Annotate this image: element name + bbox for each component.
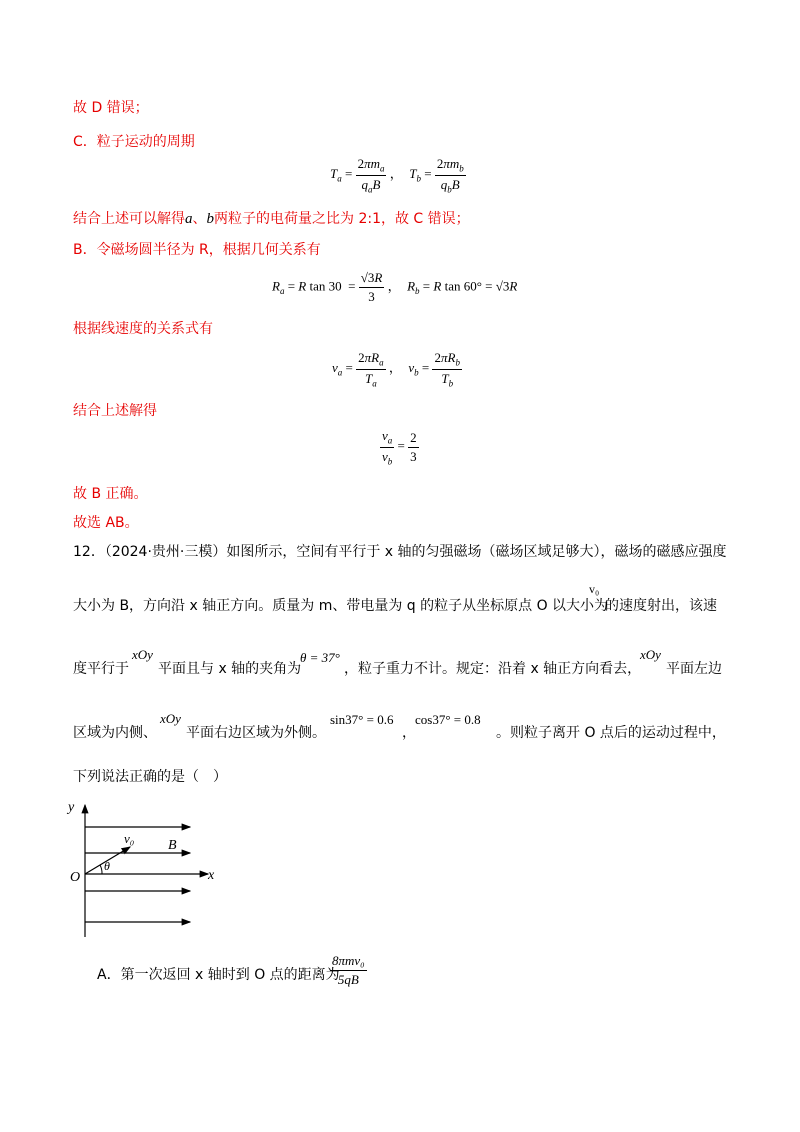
line-d-wrong: 故 D 错误； [73,100,149,116]
eq-radius: $R_a = R$ tan 30 = $\frac{√3R}{3}$ ， $R_b = R$ tan 60° = √3R [272,270,518,304]
comma-separator: ， [402,725,416,741]
eq-period: $T_a$ = $\frac{2\pi m_a}{q_aB}$ ， $T_b$ = $\frac{2\pi m_b}{q_bB}$ [330,156,464,195]
theta-arc [100,865,102,874]
question-line-3b: 平面且与 x 轴的夹角为 [158,661,302,677]
line-b-radius: B．令磁场圆半径为 R，根据几何关系有 [73,242,321,258]
xoy-symbol-1: xOy [132,647,153,662]
magnetic-field-figure [60,795,220,945]
question-line-3d: 平面左边 [666,661,722,677]
question-line-4b: 平面右边区域为外侧。 [186,725,326,741]
v0-symbol: v₀ [589,582,600,596]
question-line-2b: 的速度射出，该速 [605,598,717,614]
eq-velocity-ratio: $\frac{v_a}{v_b}$ = $\frac{2}{3}$ [382,428,417,467]
question-line-3: 度平行于 [73,661,129,677]
line-c-period: C．粒子运动的周期 [73,134,195,150]
line-velocity-relation: 根据线速度的关系式有 [73,321,213,337]
x-axis-label: x [208,868,215,883]
y-axis-label: y [68,800,75,815]
question-line-4: 区域为内侧、 [73,725,157,741]
question-line-5: 下列说法正确的是（ ） [73,769,227,785]
eq-velocity: $v_a$ = $\frac{2\pi R_a}{T_a}$ ， $v_b$ = $\frac{2\pi R_b}{T_b}$ [332,350,460,389]
sin-equation: sin37° = 0.6 [330,712,394,727]
question-line-2: 大小为 B，方向沿 x 轴正方向。质量为 m、带电量为 q 的粒子从坐标原点 O 以大小为 [73,598,609,614]
xoy-symbol-3: xOy [160,711,181,726]
option-a-fraction: $\frac{\text{8πmv₀}}{5qB}$ [332,953,365,987]
xoy-symbol-2: xOy [640,647,661,662]
origin-label: O [70,870,81,885]
question-line-4c: 。则粒子离开 O 点后的运动过程中， [496,725,726,741]
theta-equation: θ = 37° [300,650,340,665]
question-line-1: 12．（2024·贵州·三模）如图所示，空间有平行于 x 轴的匀强磁场（磁场区域足够大），磁场的磁感应强度 [73,544,727,560]
v0-label: v₀ [124,831,135,846]
question-source: （2024·贵州·三模） [104,544,227,560]
question-number: 12． [73,544,105,560]
b-label: B [168,838,177,853]
line-charge-ratio: 结合上述可以解得a、b两粒子的电荷量之比为 2:1，故 C 错误； [73,211,470,227]
question-line-3c: ，粒子重力不计。规定：沿着 x 轴正方向看去， [344,661,642,677]
cos-equation: cos37° = 0.8 [415,712,481,727]
line-choose-ab: 故选 AB。 [73,515,139,531]
line-b-correct: 故 B 正确。 [73,486,148,502]
line-combined: 结合上述解得 [73,403,157,419]
theta-label: θ [104,859,110,873]
option-a: A．第一次返回 x 轴时到 O 点的距离为 [97,967,340,983]
